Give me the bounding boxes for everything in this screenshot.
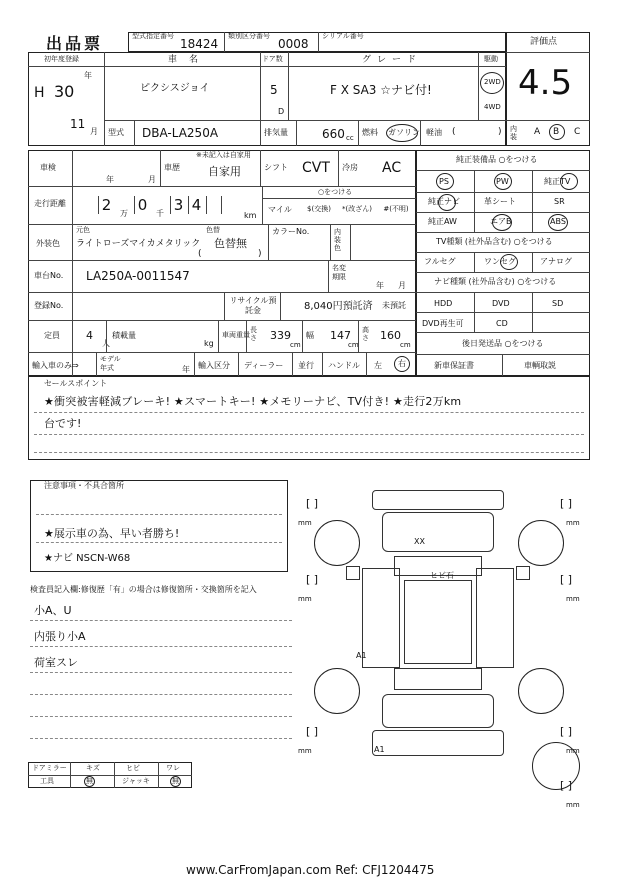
wheel-spare <box>532 742 580 790</box>
car-name-label: 車名 <box>168 55 211 65</box>
bracket-marker: [ ] <box>306 725 319 738</box>
mm-br: mm <box>566 747 580 755</box>
category-number: 0008 <box>278 37 309 51</box>
height-unit: cm <box>400 341 411 349</box>
width: 147 <box>330 329 351 342</box>
damage-hibi-ishi: ヒビ石 <box>430 571 454 580</box>
height-label: 高さ <box>362 326 369 342</box>
interior-c: C <box>574 127 581 137</box>
drive-label: 駆動 <box>484 55 498 63</box>
navi-cd: CD <box>496 319 508 328</box>
legend-jack: ジャッキ <box>122 777 150 785</box>
handle-right: 右 <box>398 359 406 368</box>
weight-label: 車両重量 <box>222 331 250 339</box>
mm-bottom: mm <box>566 801 580 809</box>
mm-ml: mm <box>298 595 312 603</box>
divider <box>246 320 247 352</box>
wheel-front-right <box>518 520 564 566</box>
equip-pw: PW <box>496 177 509 186</box>
model: DBA-LA250A <box>142 126 219 140</box>
model-year-unit: 年 <box>182 365 190 374</box>
modified-label: *(改ざん) <box>342 205 372 213</box>
rule <box>30 620 292 621</box>
divider <box>158 762 159 788</box>
color-code-label: 色替 <box>206 226 220 234</box>
rule <box>34 434 584 435</box>
divider <box>260 52 261 146</box>
divider <box>502 354 503 376</box>
capacity: 4 <box>86 329 93 342</box>
rule <box>36 542 282 543</box>
car-front-bumper <box>372 490 504 510</box>
car-rear-bumper <box>372 730 504 756</box>
divider <box>416 232 590 233</box>
capacity-label: 定員 <box>44 331 60 340</box>
divider <box>224 292 225 320</box>
month-unit: 月 <box>90 127 98 136</box>
equip-airbag: エアB <box>490 217 512 226</box>
divider <box>70 762 71 788</box>
parallel-option: 並行 <box>298 361 314 370</box>
divider <box>134 120 135 146</box>
drive-2wd: 2WD <box>484 78 501 86</box>
load-label: 積載量 <box>112 331 136 340</box>
name-change-label: 名変期限 <box>332 264 346 281</box>
divider <box>532 252 533 272</box>
mileage-digit-2: 0 <box>134 196 150 214</box>
jack-none: 無 <box>172 777 179 785</box>
divider <box>28 775 192 776</box>
nc-year-unit: 年 <box>376 281 384 290</box>
light-oil: 軽油 <box>426 128 442 137</box>
car-roof <box>404 580 472 664</box>
shift: CVT <box>302 160 330 176</box>
wheel-rear-right <box>518 668 564 714</box>
mileage-digit-3: 3 <box>170 196 186 214</box>
divider <box>224 32 225 52</box>
reg-label: 登録No. <box>34 301 64 310</box>
car-tailgate <box>382 694 494 728</box>
divider <box>104 52 105 146</box>
recycle-label: リサイクル預託金 <box>229 296 277 315</box>
divider <box>366 352 367 376</box>
handle-left: 左 <box>374 361 382 370</box>
notes-line-2: ★ナビ NSCN-W68 <box>44 553 131 564</box>
tv-analog: アナログ <box>540 257 572 266</box>
divider <box>268 224 269 260</box>
page-title: 出品票 <box>46 34 104 53</box>
divider <box>416 312 590 313</box>
displacement: 660 <box>322 127 345 141</box>
height: 160 <box>380 329 401 342</box>
man-unit: 万 <box>120 209 128 218</box>
wheel-rear-left <box>314 668 360 714</box>
shaken-year-unit: 年 <box>106 175 114 184</box>
color-no-label: カラーNo. <box>272 227 310 236</box>
divider <box>420 120 421 146</box>
serial-label: シリアル番号 <box>322 32 364 40</box>
import-type-label: 輸入区分 <box>198 361 230 370</box>
bracket-marker: [ ] <box>306 573 319 586</box>
equip-ps: PS <box>439 177 449 186</box>
divider <box>28 292 416 293</box>
recycle-unpaid: 未預託 <box>382 301 406 310</box>
import-label: 輸入車のみ⇒ <box>32 361 79 370</box>
divider <box>28 66 506 67</box>
km-unit: km <box>244 211 257 220</box>
equip-abs: ABS <box>550 217 566 226</box>
bracket-marker: [ ] <box>560 725 573 738</box>
score-label: 評価点 <box>530 37 558 47</box>
door-label: ドア数 <box>262 55 283 63</box>
displacement-label: 排気量 <box>264 128 288 137</box>
car-mirror-left <box>346 566 360 580</box>
sales-point-label: セールスポイント <box>44 379 108 388</box>
length-label: 長さ <box>250 326 257 342</box>
sales-point-line-1: ★衝突被害軽減ブレーキ! ★スマートキー! ★メモリーナビ、TV付き! ★走行2万km <box>44 395 462 408</box>
chassis-label: 車台No. <box>34 271 64 280</box>
docs-label: 後日発送品 ○をつける <box>462 339 544 348</box>
exchanged-label: $(交換) <box>307 205 331 213</box>
damage-xx: XX <box>414 537 425 546</box>
car-right-side <box>476 568 514 668</box>
divider <box>218 320 219 352</box>
color-original: ライトローズマイカメタリック <box>76 239 201 249</box>
mm-bl: mm <box>298 747 312 755</box>
sen-unit: 千 <box>156 209 164 218</box>
equip-leather: 革シート <box>484 197 516 206</box>
bracket-marker: [ ] <box>560 573 573 586</box>
mileage-label: 走行距離 <box>34 199 66 208</box>
divider <box>350 224 351 260</box>
meter-label: マイル <box>268 205 292 214</box>
divider <box>160 150 161 186</box>
equip-tv: 純正TV <box>544 177 571 186</box>
bracket-marker: [ ] <box>560 497 573 510</box>
divider <box>114 762 115 788</box>
rule <box>30 738 292 739</box>
fuel-label: 燃料 <box>362 128 378 137</box>
divider <box>328 260 329 292</box>
mileage-digit-blank <box>206 196 222 214</box>
unknown-label: #(不明) <box>383 205 409 213</box>
legend-tools: 工具 <box>40 777 54 785</box>
sales-point-box <box>28 376 590 460</box>
legend-mirror: ドアミラー <box>32 764 67 772</box>
divider <box>288 52 289 120</box>
legend-crack: ヒビ <box>126 764 140 772</box>
legend-scratch: キズ <box>86 764 100 772</box>
divider <box>302 320 303 352</box>
inspector-line-2: 内張り小A <box>34 630 86 643</box>
grade: F X SA3 ☆ナビ付! <box>330 83 432 97</box>
car-rear-window <box>394 668 482 690</box>
nc-month-unit: 月 <box>398 281 406 290</box>
mm-tr: mm <box>566 519 580 527</box>
divider <box>506 52 590 53</box>
car-left-side <box>362 568 400 668</box>
divider <box>416 192 590 193</box>
bracket: ( <box>198 249 202 259</box>
color-code: 色替無 <box>214 237 247 250</box>
score-value: 4.5 <box>518 63 573 103</box>
legend-break: ワレ <box>166 764 180 772</box>
divider <box>296 120 297 146</box>
shift-label: シフト <box>264 163 288 172</box>
notes-line-1: ★展示車の為、早い者勝ち! <box>44 527 180 540</box>
recycle: 8,040円預託済 <box>304 301 373 312</box>
displacement-unit: cc <box>346 134 354 142</box>
bracket: ( <box>452 127 456 137</box>
sales-point-line-2: 台です! <box>44 417 82 430</box>
navi-dvd: DVD <box>492 299 510 308</box>
rule <box>30 672 292 673</box>
divider <box>532 170 533 232</box>
interior-b: B <box>553 127 560 137</box>
divider <box>28 186 416 187</box>
circle-note: ○をつける <box>318 188 353 196</box>
navi-sd: SD <box>552 299 564 308</box>
divider <box>28 260 416 261</box>
divider <box>478 52 479 120</box>
mm-tl: mm <box>298 519 312 527</box>
mileage-digit-1: 2 <box>98 196 114 214</box>
docs-warranty: 新車保証書 <box>434 361 474 370</box>
tv-type-label: TV種類 (社外品含む) ○をつける <box>436 237 553 246</box>
navi-hdd: HDD <box>434 299 453 308</box>
model-year-label: モデル年式 <box>100 355 121 372</box>
navi-dvd-play: DVD再生可 <box>422 319 464 328</box>
type-number-label: 型式指定番号 <box>132 32 174 40</box>
navi-type-label: ナビ種類 (社外品含む) ○をつける <box>434 277 557 286</box>
inspector-label: 検査員記入欄:修復歴「有」の場合は修復箇所・交換箇所を記入 <box>30 585 257 594</box>
length: 339 <box>270 329 291 342</box>
tv-fullseg: フルセグ <box>424 257 456 266</box>
rule <box>30 716 292 717</box>
color-label: 外装色 <box>36 239 60 248</box>
divider <box>338 150 339 186</box>
bracket: ) <box>498 127 502 137</box>
width-unit: cm <box>348 341 359 349</box>
capacity-unit: 人 <box>102 339 110 348</box>
divider <box>358 120 359 146</box>
divider <box>416 252 590 253</box>
divider <box>194 352 195 376</box>
divider <box>292 352 293 376</box>
divider <box>416 272 590 273</box>
rule <box>30 694 292 695</box>
grade-label: グレード <box>362 55 423 65</box>
divider <box>474 170 475 232</box>
divider <box>262 198 416 199</box>
interior-color-label: 内装色 <box>334 228 341 252</box>
divider <box>416 354 590 355</box>
interior-a: A <box>534 127 541 137</box>
divider <box>106 320 107 352</box>
model-label: 型式 <box>108 128 124 137</box>
load-unit: kg <box>204 339 214 348</box>
divider <box>104 120 506 121</box>
divider <box>330 224 331 260</box>
car-mirror-right <box>516 566 530 580</box>
rule <box>30 646 292 647</box>
divider <box>260 150 261 186</box>
mm-mr: mm <box>566 595 580 603</box>
reg-month: 11 <box>70 117 86 131</box>
divider <box>318 32 319 52</box>
door-count: 5 <box>270 83 278 97</box>
inspector-line-1: 小A、U <box>34 604 72 617</box>
bracket-marker: [ ] <box>306 497 319 510</box>
drive-4wd: 4WD <box>484 103 501 111</box>
width-label: 幅 <box>306 331 314 340</box>
wheel-front-left <box>314 520 360 566</box>
fuel: ガソリン <box>388 128 420 137</box>
shaken-label: 車検 <box>40 163 56 172</box>
equip-sr: SR <box>554 197 565 206</box>
divider <box>416 292 590 293</box>
car-hood <box>382 512 494 552</box>
divider <box>416 212 590 213</box>
divider <box>262 186 263 224</box>
history: 自家用 <box>208 165 241 178</box>
divider <box>416 332 590 333</box>
dealer-option: ディーラー <box>244 361 284 370</box>
divider <box>506 120 590 121</box>
history-note: ※未記入は自家用 <box>196 151 251 159</box>
divider <box>474 252 475 272</box>
history-label: 車歴 <box>164 163 180 172</box>
category-label: 類別区分番号 <box>228 32 270 40</box>
divider <box>72 150 73 376</box>
first-reg-label: 初年度登録 <box>44 55 79 63</box>
mileage-digit-4: 4 <box>188 196 204 214</box>
divider <box>358 320 359 352</box>
car-name: ピクシスジョイ <box>140 83 210 94</box>
interior-label: 内装 <box>510 125 517 141</box>
divider <box>322 352 323 376</box>
bracket: ) <box>258 249 262 259</box>
bracket-marker: [ ] <box>560 779 573 792</box>
ac-label: 冷房 <box>342 163 358 172</box>
rule <box>36 514 282 515</box>
equip-navi: 純正ナビ <box>428 197 460 206</box>
shaken-month-unit: 月 <box>148 175 156 184</box>
type-number: 18424 <box>180 37 219 51</box>
divider <box>28 224 416 225</box>
reg-year: 30 <box>54 82 75 101</box>
divider <box>416 170 590 171</box>
damage-a1-rear: A1 <box>374 745 385 754</box>
divider <box>28 352 416 353</box>
year-unit: 年 <box>84 71 92 80</box>
chassis: LA250A-0011547 <box>86 269 190 283</box>
docs-manual: 車輌取説 <box>524 361 556 370</box>
door-type: D <box>278 107 285 116</box>
tools-none: 無 <box>86 777 93 785</box>
tv-oneseg: ワンセグ <box>484 257 516 266</box>
oem-label: 純正装備品 ○をつける <box>456 155 538 164</box>
divider <box>238 352 239 376</box>
length-unit: cm <box>290 341 301 349</box>
divider <box>96 352 97 376</box>
handle-label: ハンドル <box>328 361 360 370</box>
color-original-label: 元色 <box>76 226 90 234</box>
era: H <box>34 85 45 101</box>
damage-a1-side: A1 <box>356 651 367 660</box>
divider <box>280 292 281 320</box>
notes-label: 注意事項・不具合箇所 <box>44 481 124 490</box>
equip-aw: 純正AW <box>428 217 457 226</box>
rule <box>34 412 584 413</box>
inspector-line-3: 荷室スレ <box>34 656 78 669</box>
ac: AC <box>382 160 402 176</box>
footer-ref: www.CarFromJapan.com Ref: CFJ1204475 <box>186 863 435 877</box>
rule <box>34 452 584 453</box>
